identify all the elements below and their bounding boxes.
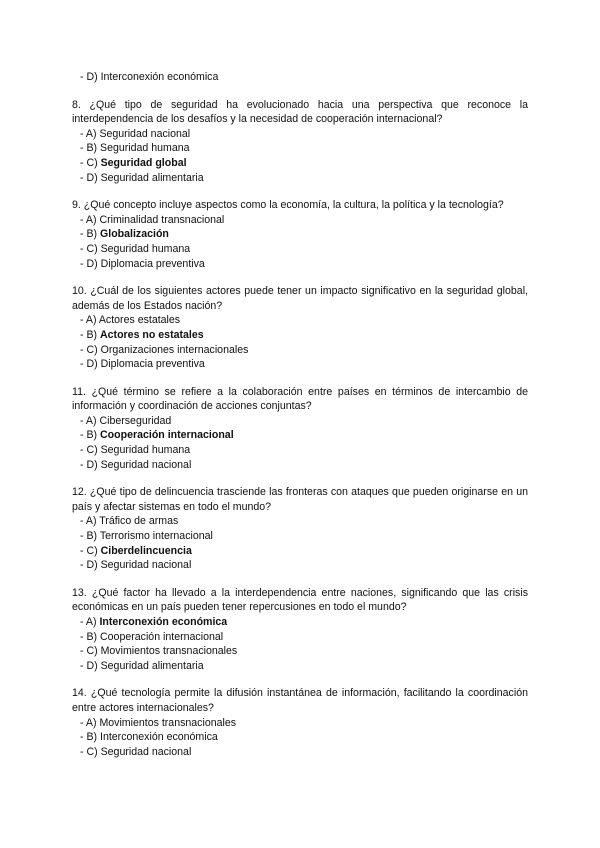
option-text: Ciberseguridad [99,414,172,427]
option-text: Cooperación internacional [100,429,234,442]
option-prefix: - A) [80,716,100,729]
option-prefix: - D) [80,358,101,371]
option-text: Seguridad nacional [100,745,192,758]
option-correct [80,328,528,343]
option-prefix: - D) [80,458,101,471]
option-correct [80,615,528,630]
option-item [80,529,528,544]
question-block [72,385,528,473]
option-text: Ciberdelincuencia [100,544,192,557]
option-prefix: - C) [80,444,101,457]
option-prefix: - B) [80,530,100,543]
option-item [80,171,528,186]
option-item [80,141,528,156]
option-text: Globalización [100,228,169,241]
option-prefix: - A) [80,616,100,628]
question-block [72,198,528,271]
option-prefix: - A) [80,213,100,226]
question-block [72,485,528,573]
question-block [72,98,528,186]
option-correct [80,156,528,171]
question-text: 8. ¿Qué tipo de seguridad ha evolucionado hacia una perspectiva que reconoce la interdependencia de los desafíos y la necesidad de cooperación internacional? [72,98,528,126]
option-text: Movimientos transnacionales [99,716,237,729]
option-item [80,644,528,659]
question-block [72,586,528,674]
question-text: 14. ¿Qué tecnología permite la difusión instantánea de información, facilitando la coordinación entre actores internacionales? [72,687,528,714]
option-prefix: - A) [80,127,100,140]
option-prefix: - C) [80,156,101,169]
option-prefix: - A) [80,414,100,427]
option-text: Movimientos transnacionales [100,645,238,658]
option-text: Diplomacia preventiva [100,358,205,371]
option-prefix: - B) [80,429,101,442]
option-item [80,357,528,372]
option-item [80,659,528,674]
option-correct [80,227,528,242]
option-item [80,716,528,731]
option-list [80,213,528,271]
option-item [80,127,528,142]
option-item [80,213,528,228]
option-text: Seguridad alimentaria [100,171,204,184]
option-prefix: - B) [80,328,101,341]
option-item [80,257,528,272]
option-item [80,443,528,458]
prelude-option: - D) Interconexión económica [80,71,219,83]
option-correct [80,428,528,443]
option-prefix: - A) [80,515,100,528]
question-text: 10. ¿Cuál de los siguientes actores puede tener un impacto significativo en la seguridad global, además de los Estados nación? [72,285,528,312]
option-list [80,414,528,472]
question-text: 11. ¿Qué término se refiere a la colaboración entre países en términos de intercambio de información y coordinación de acciones conjuntas? [72,385,528,413]
option-text: Interconexión económica [99,616,228,628]
option-list [80,127,528,185]
option-text: Diplomacia preventiva [100,257,205,270]
option-text: Actores no estatales [100,328,204,341]
option-text: Actores estatales [98,314,181,327]
option-item [80,630,528,645]
option-text: Seguridad global [100,156,187,169]
option-item [80,313,528,328]
option-prefix: - C) [80,645,101,658]
option-item [80,730,528,745]
option-item [80,514,528,529]
question-text: 12. ¿Qué tipo de delincuencia trasciende las fronteras con ataques que pueden originarse en un país y afectar sistemas en todo el mundo? [72,486,528,513]
option-prefix: - C) [80,544,101,557]
option-list [80,615,528,673]
option-text: Seguridad humana [100,142,190,155]
question-block [72,686,528,759]
option-list [80,313,528,371]
option-text: Seguridad humana [100,444,191,457]
document-page [72,70,528,759]
option-prefix: - C) [80,745,101,758]
option-item [80,242,528,257]
option-prefix: - B) [80,731,101,744]
option-text: Interconexión económica [100,731,218,744]
option-item [80,745,528,760]
option-prefix: - A) [80,314,99,327]
option-prefix: - D) [80,659,101,672]
option-prefix: - D) [80,257,101,270]
option-text: Tráfico de armas [99,515,179,528]
option-prefix: - B) [80,630,101,643]
option-item [80,458,528,473]
option-text: Seguridad nacional [100,458,192,471]
option-prefix: - B) [80,142,101,155]
option-item [80,558,528,573]
option-text: Terrorismo internacional [99,530,213,543]
option-text: Seguridad alimentaria [100,659,204,672]
option-text: Cooperación internacional [100,630,224,643]
question-text: 13. ¿Qué factor ha llevado a la interdependencia entre naciones, significando que las crisis económicas en un país pueden tener repercusiones en todo el mundo? [72,586,528,614]
option-item [80,343,528,358]
option-prefix: - D) [80,171,101,184]
option-item [80,414,528,429]
option-text: Organizaciones internacionales [100,343,249,356]
option-prefix: - C) [80,343,101,356]
option-list [80,514,528,572]
option-correct [80,544,528,559]
question-text: 9. ¿Qué concepto incluye aspectos como la economía, la cultura, la política y la tecnología? [72,199,504,212]
option-prefix: - D) [80,559,101,572]
option-prefix: - C) [80,242,101,255]
option-list [80,716,528,760]
option-text: Seguridad nacional [99,127,191,140]
question-list [72,98,528,760]
option-text: Seguridad nacional [100,559,192,572]
option-prefix: - B) [80,228,101,241]
option-text: Criminalidad transnacional [99,213,225,226]
question-block [72,284,528,372]
option-text: Seguridad humana [100,242,191,255]
